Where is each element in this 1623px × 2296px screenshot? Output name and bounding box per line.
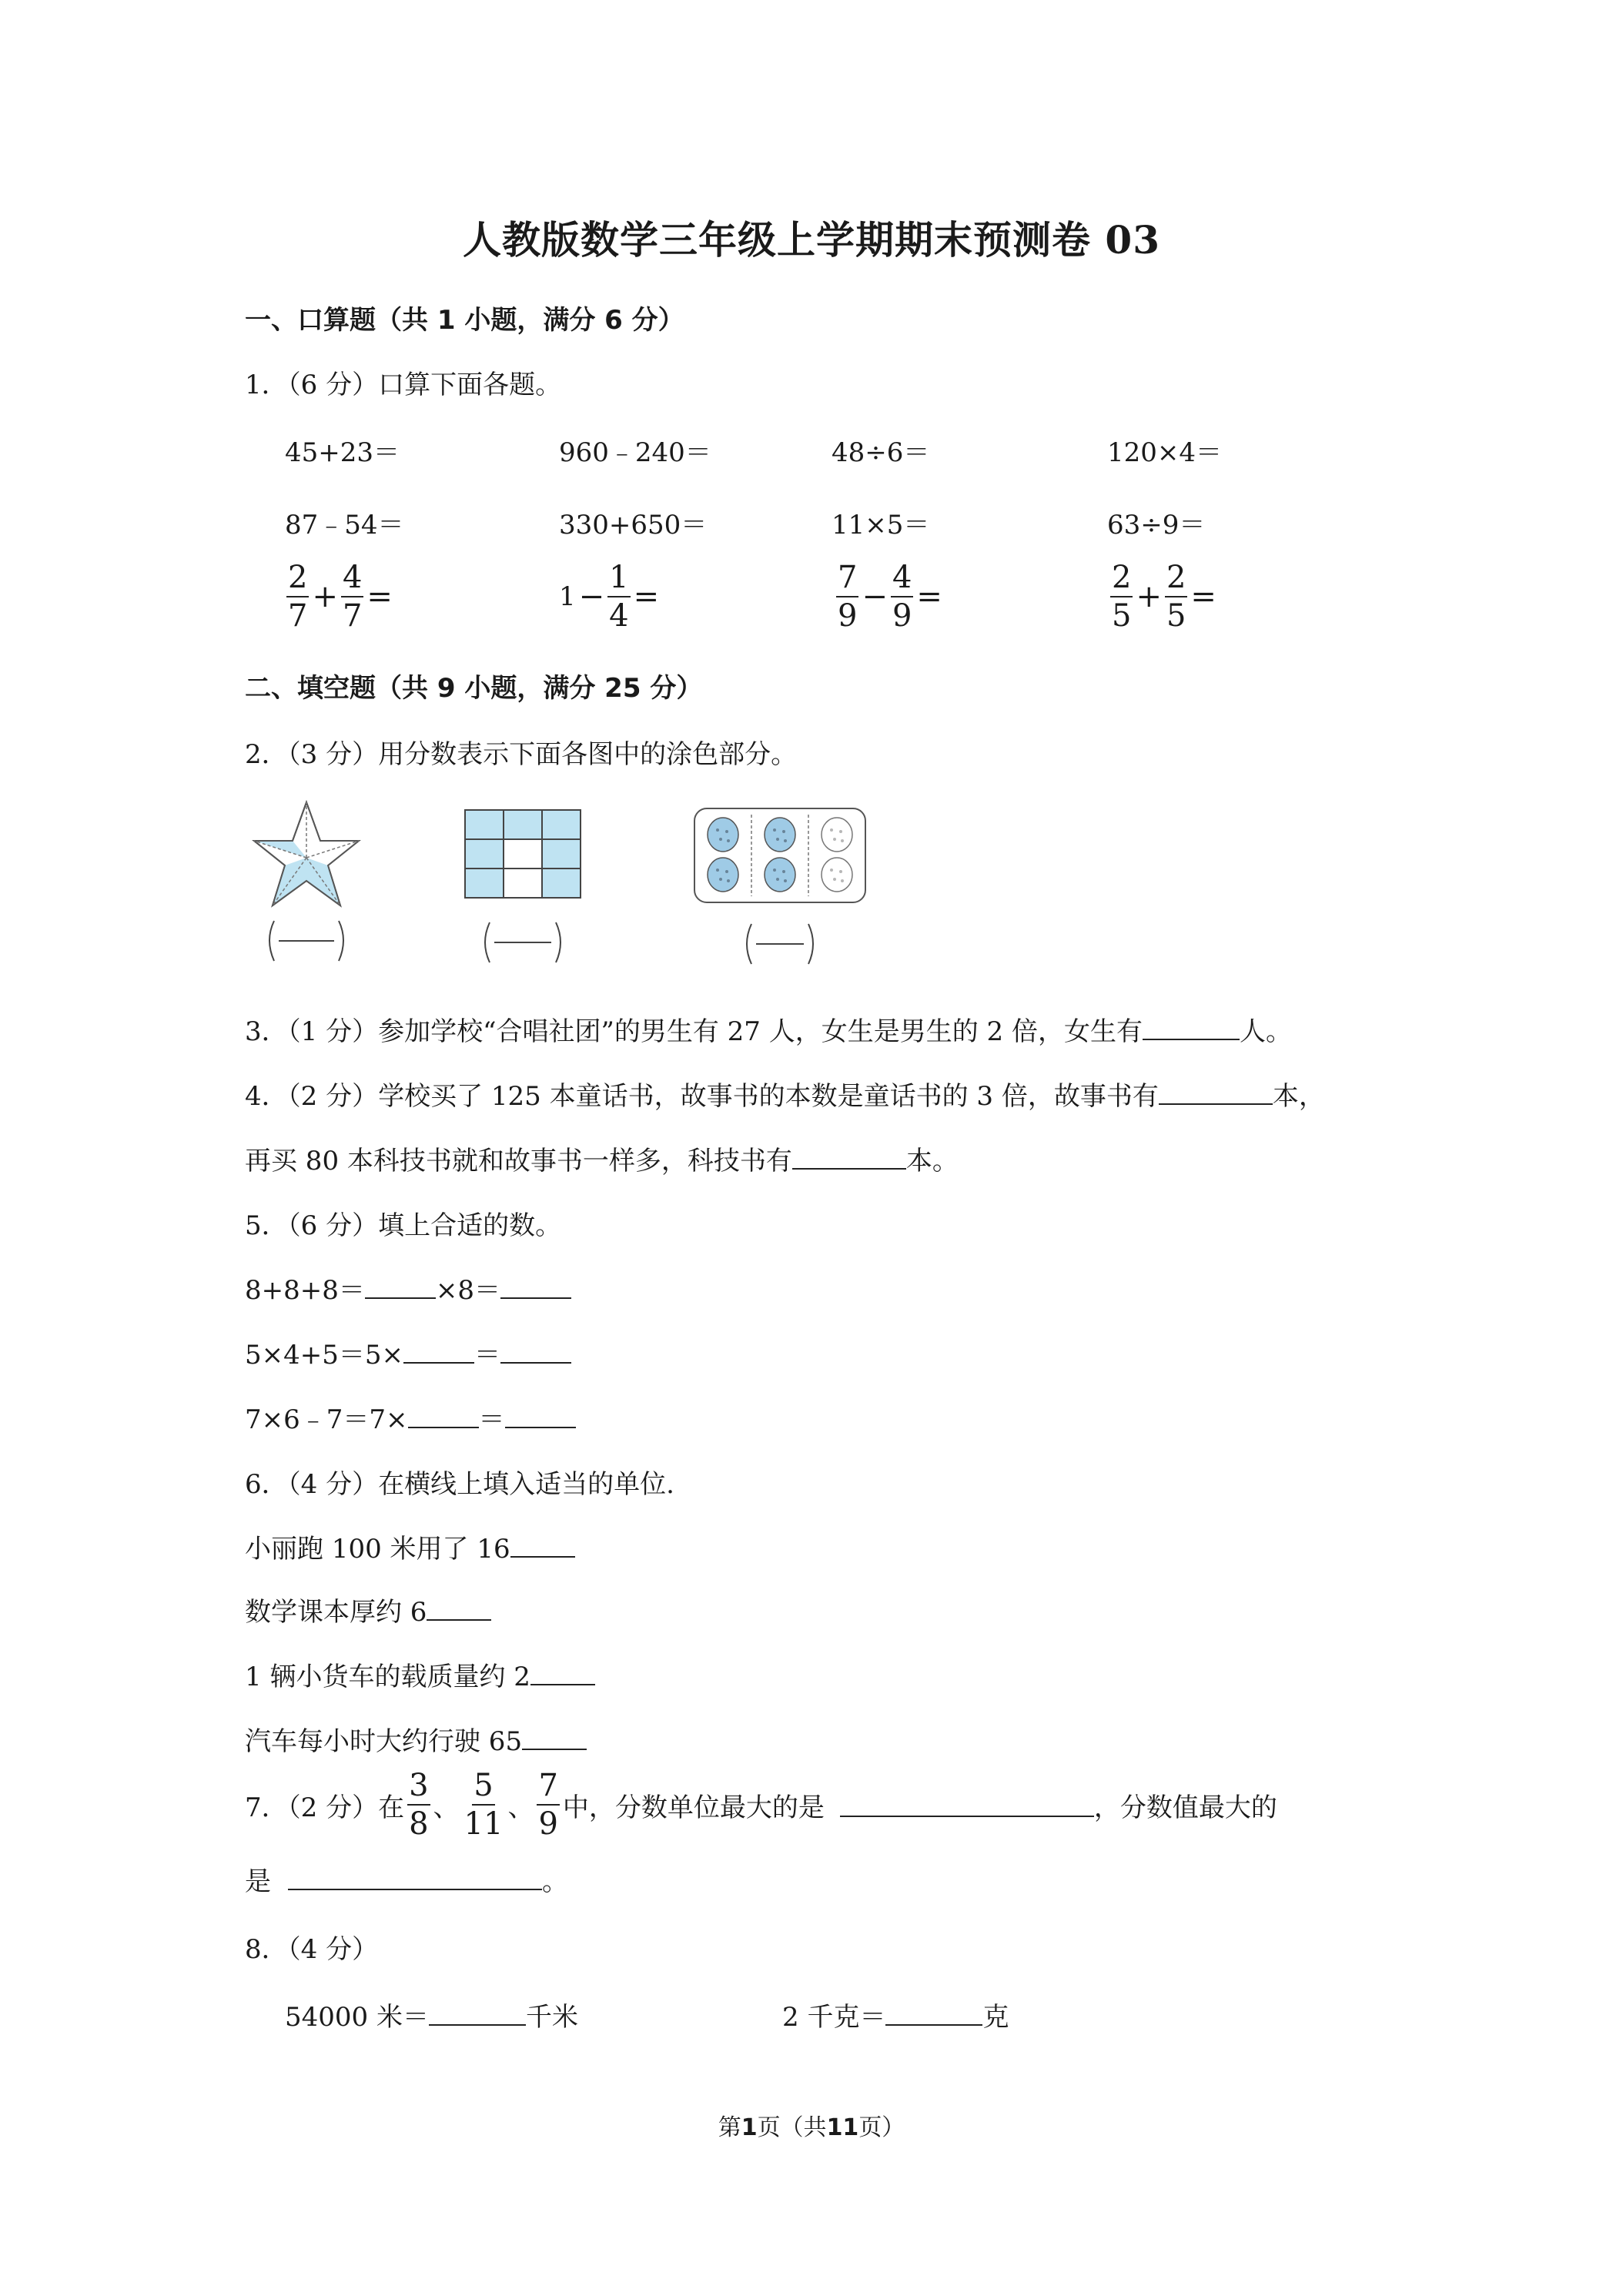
numerator: 2 <box>1165 562 1187 597</box>
answer-blank[interactable] <box>403 1339 474 1364</box>
question-6-item-2 <box>245 1591 491 1628</box>
calc-1-2: 960﹣240＝ <box>559 437 711 468</box>
denominator: 4 <box>609 598 629 634</box>
grid-figure <box>465 810 581 962</box>
calc-1-4: 120×4＝ <box>1107 437 1223 468</box>
section-heading-2: 二、填空题（共 9 小题，满分 25 分） <box>245 673 703 704</box>
numerator: 1 <box>607 562 630 597</box>
calc-2-1: 87﹣54＝ <box>285 510 404 541</box>
question-8-stem: 8．（4 分） <box>245 1934 379 1965</box>
item-text: 小丽跑 100 米用了 16 <box>245 1534 510 1565</box>
question-8-item-1 <box>285 1996 578 2033</box>
equation-part: ×8＝ <box>435 1275 500 1306</box>
equation-part: ＝ <box>478 1404 505 1435</box>
answer-blank[interactable] <box>885 2001 982 2026</box>
question-7-suffix: 。 <box>542 1866 568 1897</box>
item-text: 汽车每小时大约行驶 65 <box>245 1726 523 1757</box>
calc-1-3: 48÷6＝ <box>832 437 930 468</box>
answer-blank[interactable] <box>288 1866 542 1890</box>
conversion-text: 54000 米＝ <box>285 2002 429 2033</box>
question-7-mid: 中，分数单位最大的是 <box>562 1792 825 1823</box>
answer-blank[interactable] <box>500 1274 571 1299</box>
operator: + <box>1136 579 1162 614</box>
footer-text: 页（共 <box>757 2114 827 2141</box>
question-4-text: 4．（2 分）学校买了 125 本童话书，故事书的本数是童话书的 3 倍，故事书有 <box>245 1081 1159 1112</box>
question-4-text-2: 再买 80 本科技书就和故事书一样多，科技书有 <box>245 1146 792 1176</box>
denominator: 9 <box>838 598 858 634</box>
question-5-line-1 <box>245 1269 571 1307</box>
equals-sign: = <box>1190 579 1216 614</box>
equation-part: 7×6﹣7＝7× <box>245 1404 408 1435</box>
question-6-item-1 <box>245 1528 575 1565</box>
answer-blank[interactable] <box>522 1725 587 1750</box>
calc-2-3: 11×5＝ <box>832 510 930 541</box>
denominator: 5 <box>1112 598 1132 634</box>
question-4-line-2 <box>245 1140 959 1177</box>
denominator: 11 <box>463 1806 504 1842</box>
total-pages: 11 <box>826 2114 859 2141</box>
page-footer <box>0 2108 1623 2142</box>
answer-blank[interactable] <box>1159 1080 1273 1105</box>
operator: − <box>578 579 605 614</box>
numerator: 7 <box>537 1770 559 1806</box>
separator: 、 <box>507 1792 534 1823</box>
answer-blank[interactable] <box>365 1274 436 1299</box>
fraction-expression-2 <box>559 560 662 634</box>
numerator: 7 <box>836 562 858 597</box>
denominator: 8 <box>409 1806 429 1842</box>
question-3-text: 3．（1 分）参加学校“合唱社团”的男生有 27 人，女生是男生的 2 倍，女生有 <box>245 1016 1143 1047</box>
fraction-expression-3 <box>836 560 945 634</box>
numerator: 2 <box>286 562 309 597</box>
answer-blank[interactable] <box>530 1661 595 1685</box>
question-7-post: ，分数值最大的 <box>1093 1792 1277 1823</box>
question-2-figures <box>246 798 1139 975</box>
footer-text: 页） <box>858 2114 905 2141</box>
calc-1-1: 45+23＝ <box>285 437 400 468</box>
conversion-text: 2 千克＝ <box>782 2002 886 2033</box>
denominator: 7 <box>288 598 308 634</box>
answer-blank[interactable] <box>427 1596 491 1621</box>
question-4-suffix: 本。 <box>905 1146 959 1176</box>
denominator: 9 <box>538 1806 558 1842</box>
calc-2-2: 330+650＝ <box>559 510 708 541</box>
numerator: 4 <box>891 562 913 597</box>
answer-blank[interactable] <box>792 1145 906 1170</box>
strawberry-box-figure <box>694 808 865 964</box>
answer-blank[interactable] <box>1143 1016 1240 1040</box>
question-3-suffix: 人。 <box>1239 1016 1292 1047</box>
numerator: 4 <box>341 562 363 597</box>
answer-blank[interactable] <box>500 1339 571 1364</box>
item-text: 1 辆小货车的载质量约 2 <box>245 1662 530 1692</box>
denominator: 5 <box>1166 598 1186 634</box>
unit-text: 克 <box>982 2002 1009 2033</box>
question-2-stem: 2．（3 分）用分数表示下面各图中的涂色部分。 <box>245 739 798 770</box>
question-4 <box>245 1075 1325 1113</box>
item-text: 数学课本厚约 6 <box>245 1597 427 1628</box>
question-6-item-3 <box>245 1655 595 1693</box>
equals-sign: = <box>366 579 393 614</box>
numerator: 2 <box>1110 562 1133 597</box>
operator: − <box>862 579 888 614</box>
question-3 <box>245 1010 1292 1048</box>
page-number: 1 <box>741 2114 758 2141</box>
denominator: 7 <box>342 598 363 634</box>
unit-text: 千米 <box>525 2002 578 2033</box>
page-title: 人教版数学三年级上学期期末预测卷 03 <box>463 217 1160 263</box>
question-5-line-3 <box>245 1398 576 1436</box>
question-8-item-2 <box>782 1996 1009 2033</box>
equation-part: 5×4+5＝5× <box>245 1340 403 1371</box>
answer-blank[interactable] <box>510 1533 575 1558</box>
question-4-mid: 本， <box>1272 1081 1325 1112</box>
equation-part: ＝ <box>474 1340 500 1371</box>
equals-sign: = <box>633 579 660 614</box>
fraction-expression-1 <box>286 560 396 634</box>
answer-blank[interactable] <box>429 2001 526 2026</box>
answer-blank[interactable] <box>408 1404 479 1428</box>
equation-part: 8+8+8＝ <box>245 1275 365 1306</box>
question-6-item-4 <box>245 1720 587 1758</box>
answer-blank[interactable] <box>505 1404 576 1428</box>
question-7-line-2 <box>245 1860 568 1898</box>
answer-blank[interactable] <box>840 1792 1094 1817</box>
question-7 <box>245 1768 1277 1842</box>
question-1-stem: 1．（6 分）口算下面各题。 <box>245 370 562 400</box>
calc-2-4: 63÷9＝ <box>1107 510 1206 541</box>
separator: 、 <box>433 1792 460 1823</box>
whole-number: 1 <box>559 581 576 612</box>
question-5-line-2 <box>245 1334 571 1371</box>
section-heading-1: 一、口算题（共 1 小题，满分 6 分） <box>245 305 684 336</box>
footer-text: 第 <box>718 2114 741 2141</box>
question-5-stem: 5．（6 分）填上合适的数。 <box>245 1210 562 1241</box>
question-6-stem: 6．（4 分）在横线上填入适当的单位. <box>245 1469 674 1500</box>
operator: + <box>312 579 338 614</box>
question-7-text-2: 是 <box>245 1866 271 1897</box>
equals-sign: = <box>916 579 942 614</box>
fraction-expression-4 <box>1110 560 1220 634</box>
denominator: 9 <box>892 598 912 634</box>
star-figure <box>254 802 359 961</box>
numerator: 3 <box>407 1770 430 1806</box>
question-7-text: 7．（2 分）在 <box>245 1792 405 1823</box>
numerator: 5 <box>472 1770 494 1806</box>
